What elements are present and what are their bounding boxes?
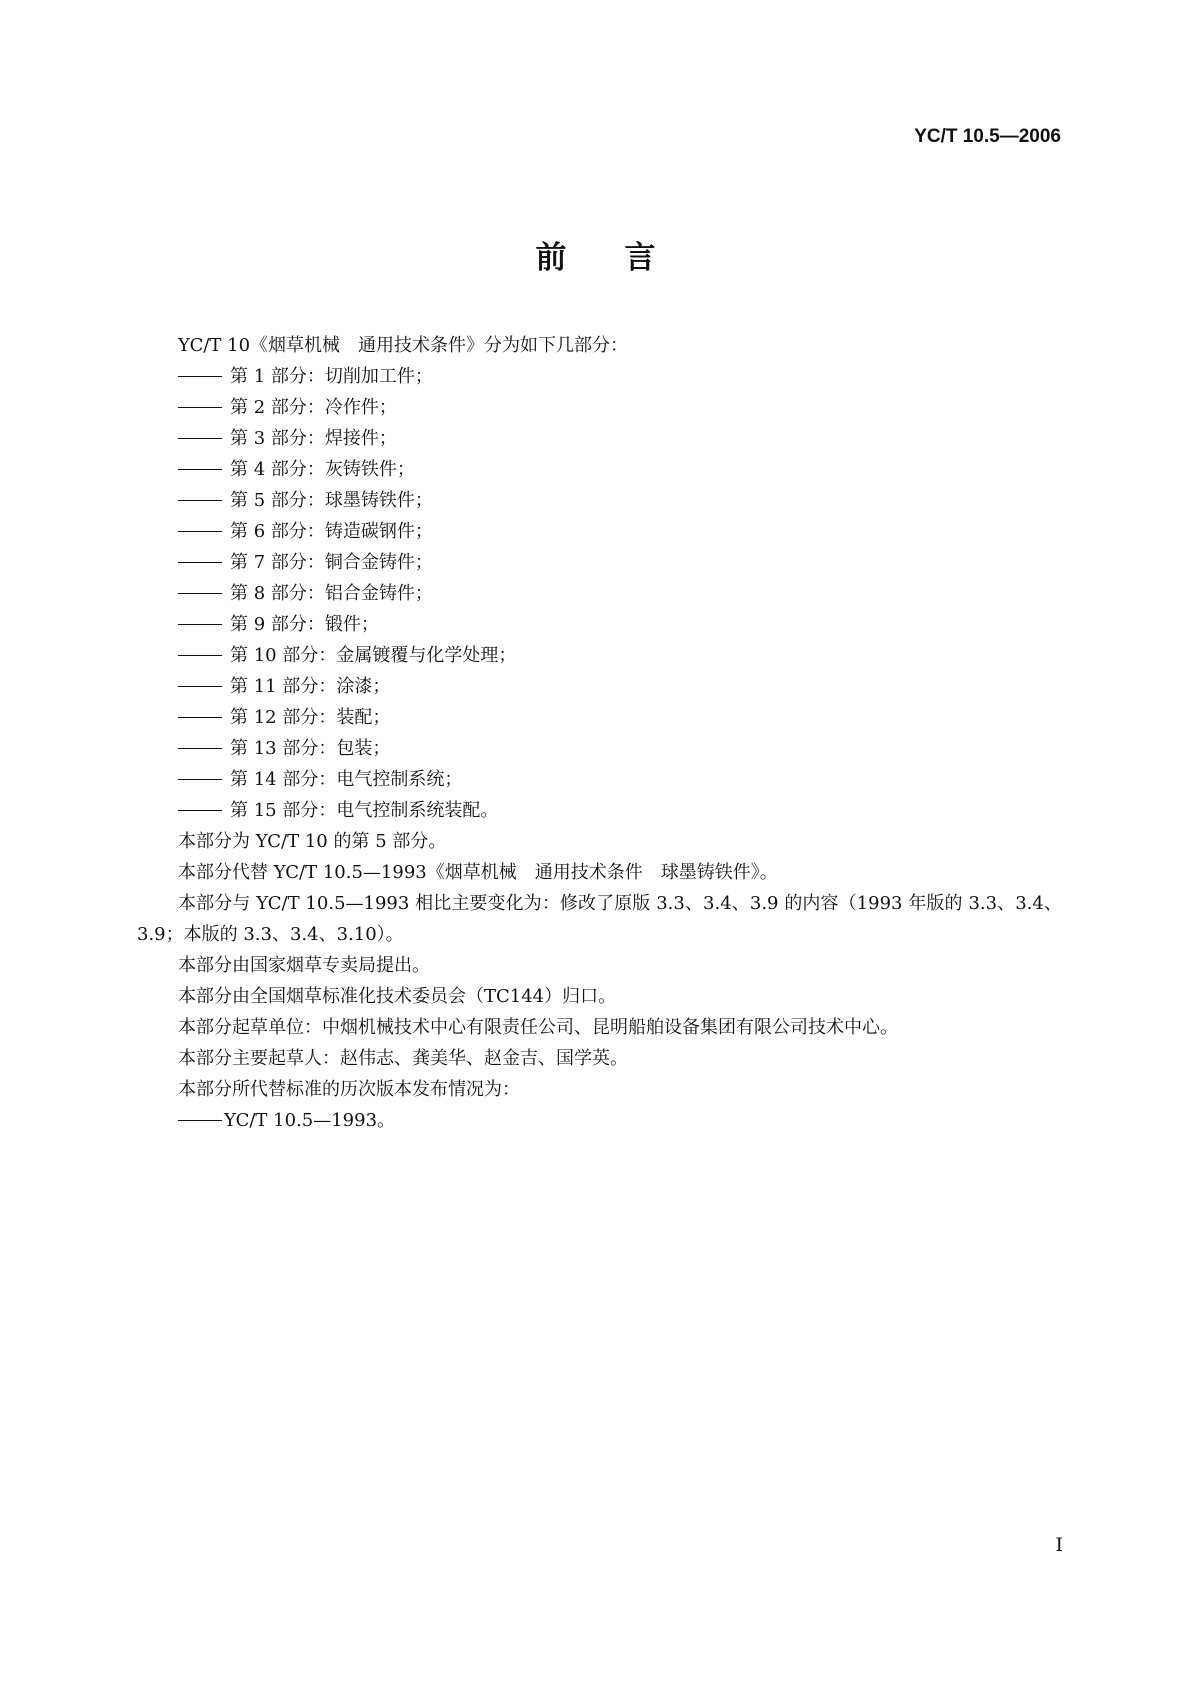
list-item: 第 1 部分：切削加工件； bbox=[137, 361, 1062, 392]
page-title: 前言 bbox=[535, 240, 714, 276]
drafters-paragraph: 本部分主要起草人：赵伟志、龚美华、赵金吉、国学英。 bbox=[178, 1048, 628, 1069]
dash-icon bbox=[178, 500, 222, 501]
dash-icon bbox=[178, 717, 222, 718]
dash-icon bbox=[178, 748, 222, 749]
list-item: 第 5 部分：球墨铸铁件； bbox=[137, 485, 1062, 516]
list-item: 第 15 部分：电气控制系统装配。 bbox=[137, 795, 1062, 826]
dash-icon bbox=[178, 779, 222, 780]
dash-icon bbox=[178, 686, 222, 687]
dash-icon bbox=[178, 562, 222, 563]
page-number: I bbox=[1055, 1534, 1063, 1556]
drafting-units-paragraph: 本部分起草单位：中烟机械技术中心有限责任公司、昆明船舶设备集团有限公司技术中心。 bbox=[178, 1017, 898, 1038]
dash-icon bbox=[178, 624, 222, 625]
dash-icon bbox=[178, 438, 222, 439]
dash-icon bbox=[178, 1120, 222, 1121]
list-item: 第 7 部分：铜合金铸件； bbox=[137, 547, 1062, 578]
list-item: 第 6 部分：铸造碳钢件； bbox=[137, 516, 1062, 547]
list-item: 第 11 部分：涂漆； bbox=[137, 671, 1062, 702]
list-item: 第 4 部分：灰铸铁件； bbox=[137, 454, 1062, 485]
proposed-by-paragraph: 本部分由国家烟草专卖局提出。 bbox=[178, 955, 430, 976]
list-item: 第 2 部分：冷作件； bbox=[137, 392, 1062, 423]
parts-list bbox=[137, 361, 1062, 826]
list-item: 第 9 部分：锻件； bbox=[137, 609, 1062, 640]
document-body bbox=[137, 330, 1062, 1136]
dash-icon bbox=[178, 593, 222, 594]
list-item: 第 12 部分：装配； bbox=[137, 702, 1062, 733]
dash-icon bbox=[178, 531, 222, 532]
this-part-paragraph: 本部分为 YC/T 10 的第 5 部分。 bbox=[178, 831, 447, 852]
intro-paragraph: YC/T 10《烟草机械 通用技术条件》分为如下几部分： bbox=[178, 335, 629, 356]
list-item: 第 10 部分：金属镀覆与化学处理； bbox=[137, 640, 1062, 671]
standard-number: YC/T 10.5—2006 bbox=[914, 126, 1061, 147]
history-item: YC/T 10.5—1993。 bbox=[137, 1105, 1062, 1136]
dash-icon bbox=[178, 810, 222, 811]
centralized-by-paragraph: 本部分由全国烟草标准化技术委员会（TC144）归口。 bbox=[178, 986, 617, 1007]
list-item: 第 13 部分：包装； bbox=[137, 733, 1062, 764]
dash-icon bbox=[178, 469, 222, 470]
changes-paragraph: 本部分与 YC/T 10.5—1993 相比主要变化为：修改了原版 3.3、3.4、3.9 的内容（1993 年版的 3.3、3.4、3.9；本版的 3.3、3.4、3.10）。 bbox=[137, 893, 1062, 945]
dash-icon bbox=[178, 376, 222, 377]
dash-icon bbox=[178, 655, 222, 656]
dash-icon bbox=[178, 407, 222, 408]
list-item: 第 3 部分：焊接件； bbox=[137, 423, 1062, 454]
list-item: 第 14 部分：电气控制系统； bbox=[137, 764, 1062, 795]
list-item: 第 8 部分：铝合金铸件； bbox=[137, 578, 1062, 609]
replaces-paragraph: 本部分代替 YC/T 10.5—1993《烟草机械 通用技术条件 球墨铸铁件》。 bbox=[178, 862, 778, 883]
history-intro-paragraph: 本部分所代替标准的历次版本发布情况为： bbox=[178, 1079, 520, 1100]
